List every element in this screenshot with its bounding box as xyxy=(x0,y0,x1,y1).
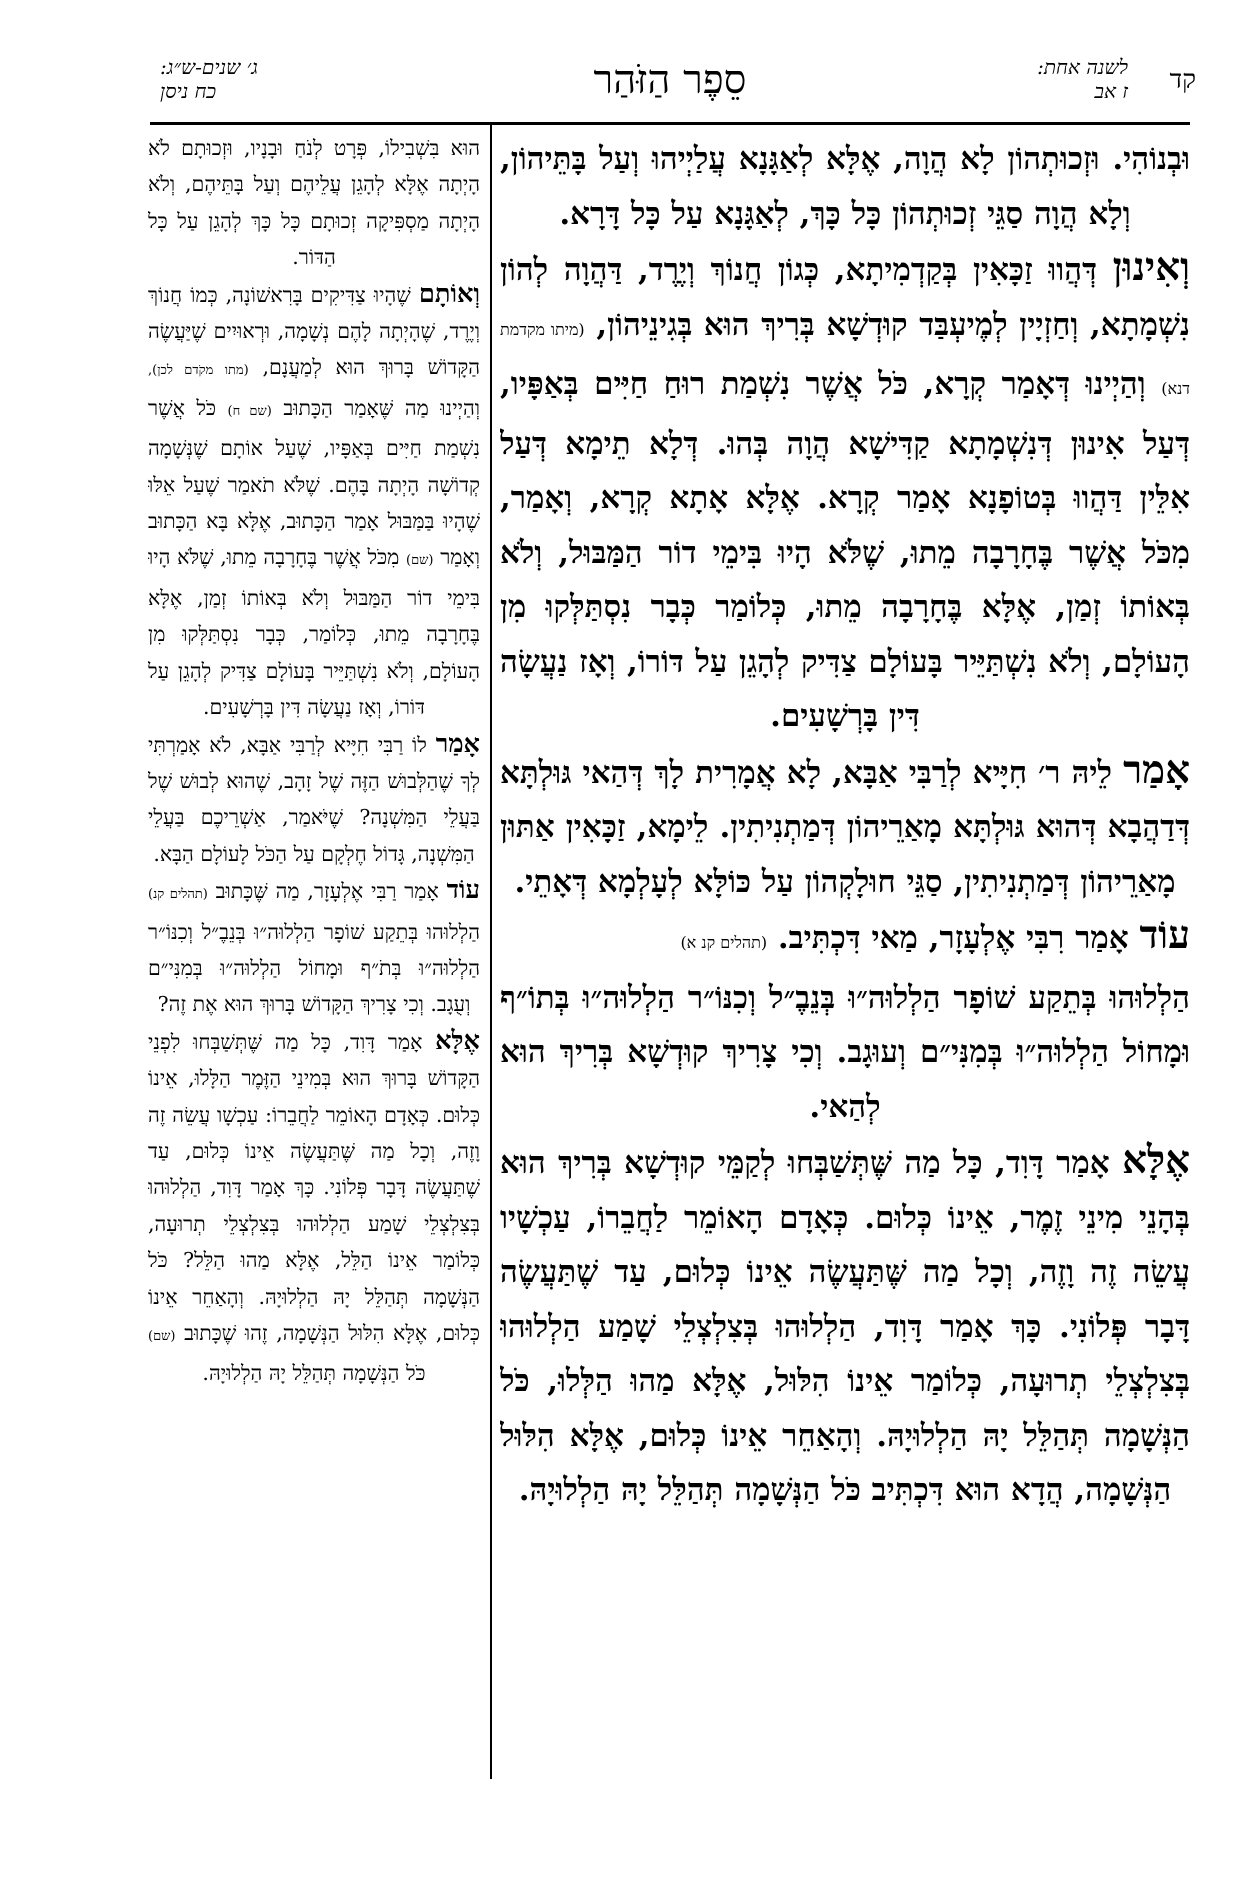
main-paragraph-5 xyxy=(500,971,1190,1135)
header-right-line2: ז אב xyxy=(1094,79,1128,103)
commentary-c4-text-a: אָמַר רַבִּי אֶלְעָזָר, מַה שֶּׁכָּתוּב xyxy=(215,879,439,904)
commentary-c5-citation: (שם) xyxy=(148,1329,176,1344)
main-text-column xyxy=(500,132,1190,1782)
commentary-c5-text-a: אָמַר דָּוִד, כָּל מַה שֶּׁתְּשַׁבְּחוּ לִפְנֵי הַקָּדוֹשׁ בָּרוּךְ הוּא בְּמִינֵי הַזֶּמֶר הַלָּלוּ, אֵינוֹ כְּלוּם. כְּאָדָם הָאוֹמֵר לַחֲבֵרוֹ: עַכְשָׁו עֲשֵׂה זֶה וָזֶה, וְכָל מַה שֶּׁתַּעֲשֶׂה אֵינוֹ כְּלוּם, עַד שֶׁתַּעֲשֶׂה דָּבָר פְּלוֹנִי. כָּךְ אָמַר דָּוִד, הַלְלוּהוּ בְּצִלְצְלֵי שָׁמַע הַלְלוּהוּ בְּצִלְצְלֵי תְרוּעָה, כְּלוֹמַר אֵינוֹ הַלֵּל, אֶלָּא מַהוּ הַלֵּל? כֹּל הַנְּשָׁמָה תְּהַלֵּל יָהּ הַלְלוּיָהּ. וְהָאַחֵר אֵינוֹ כְּלוּם, אֶלָּא הִלּוּל הַנְּשָׁמָה, זֶהוּ שֶׁכָּתוּב xyxy=(148,1029,480,1345)
commentary-paragraph-4 xyxy=(148,872,480,1023)
main-p4-text: אָמַר רִבִּי אֶלְעָזָר, מַאי דִּכְתִּיב. xyxy=(777,920,1129,956)
commentary-c2-text-d: מִכֹּל אֲשֶׁר בֶּחָרָבָה מֵתוּ, שֶׁלֹּא הָיוּ בִּימֵי דוֹר הַמַּבּוּל וְלֹא בְּאוֹתוֹ זְמַן, אֶלָּא בֶּחָרָבָה מֵתוּ, כְּלוֹמַר, כְּבָר נִסְתַּלְּקוּ מִן הָעוֹלָם, וְלֹא נִשְׁתַּיֵּיר בָּעוֹלָם צַדִּיק לְהָגֵן עַל דּוֹרוֹ, וְאָז נַעֲשָׂה דִּין בָּרְשָׁעִים. xyxy=(148,545,480,720)
main-p2-text-b: וְהַיְינוּ דְּאָמַר קְרָא, כֹּל אֲשֶׁר נִשְׁמַת רוּחַ חַיִּים בְּאַפָּיו, דְּעַל אִינוּן דְּנִשְׁמָתָא קַדִּישָׁא הֲוָה בְּהוּ. דְּלָא תֵימָא דְּעַל אִלֵּין דַּהֲווּ בְּטוֹפָנָא אָמַר קְרָא. אֶלָּא אָתָא קְרָא, וְאָמַר, מִכֹּל אֲשֶׁר בֶּחָרָבָה מֵתוּ, שֶׁלֹּא הָיוּ בִּימֵי דוֹר הַמַּבּוּל, וְלֹא בְּאוֹתוֹ זְמַן, אֶלָּא בֶּחָרָבָה מֵתוּ, כְּלוֹמַר כְּבָר נִסְתַּלְּקוּ מִן הָעוֹלָם, וְלֹא נִשְׁתַּיֵּיר בָּעוֹלָם צַדִּיק לְהָגֵן עַל דּוֹרוֹ, וְאָז נַעֲשָׂה דִּין בָּרְשָׁעִים. xyxy=(500,366,1190,734)
commentary-c4-citation: (תהלים קנ) xyxy=(148,887,208,903)
header-divider xyxy=(150,122,1190,125)
main-p5-text: הַלְלוּהוּ בְּתֵקַע שׁוֹפָר הַלְלוּה״וּ בְּנֵבֶ״ל וְכִנּוֹ״ר הַלְלוּה״וּ בְּתוֹ״ף וּמָחוֹל הַלְלוּה״וּ בְּמִנִּי״ם וְעוּגָב. וְכִי צָרִיךְ קוּדְשָׁא בְּרִיךְ הוּא לְהַאי. xyxy=(500,979,1190,1125)
commentary-c3-text: לוֹ רַבִּי חִיָּיא לְרַבִּי אַבָּא, לֹא אָמַרְתִּי לְךָ שֶׁהַלְּבוּשׁ הַזֶּה שֶׁל זָהָב, שֶׁהוּא לְבוּשׁ שֶׁל בַּעֲלֵי הַמִּשְׁנָה? שֶׁיֹּאמַר, אַשְׁרֵיכֶם בַּעֲלֵי הַמִּשְׁנָה, גָּדוֹל חֶלְקָם עַל הַכֹּל לָעוֹלָם הַבָּא. xyxy=(148,732,480,866)
header-left-line2: כח ניסן xyxy=(160,79,217,103)
main-p1-text: וּבְנוֹהִי. וּזְכוּתְהוֹן לָא הֲוָה, אֶלָּא לְאַגָּנָא עֲלַיְיהוּ וְעַל בָּתֵּיהוֹן, וְלָא הֲוָה סַגֵּי זְכוּתְהוֹן כָּל כָּךְ, לְאַגָּנָא עַל כָּל דָּרָא. xyxy=(500,141,1190,232)
commentary-column xyxy=(148,130,480,1780)
commentary-paragraph-3 xyxy=(148,726,480,873)
page-header xyxy=(150,55,1196,123)
commentary-c2-text-b: וְהַיְינוּ מַה שֶּׁאָמַר הַכָּתוּב xyxy=(283,395,480,420)
main-paragraph-6 xyxy=(500,1134,1190,1518)
commentary-c5-lead-word: אֶלָּא xyxy=(435,1025,480,1056)
main-p2-text-a: דְּהֲווּ זַכָּאִין בְּקַדְמִיתָא, כְּגוֹן חֲנוֹךְ וְיֶרֶד, דַּהֲוָה לְהוֹן נִשְׁמָתָא, וְחַזְיָין לְמֶיעְבַּד קוּדְשָׁא בְּרִיךְ הוּא בְּגִינֵיהוֹן, xyxy=(500,252,1190,343)
commentary-c5-text-b: כֹּל הַנְּשָׁמָה תְּהַלֵּל יָהּ הַלְלוּיָהּ. xyxy=(202,1361,426,1386)
main-paragraph-2 xyxy=(500,241,1190,744)
header-left-line1: ג׳ שנים-ש״ג: xyxy=(160,55,258,79)
commentary-c2-text-a: שֶׁהָיוּ צַדִּיקִים בָּרִאשׁוֹנָה, כְּמוֹ חֲנוֹךְ וְיֶרֶד, שֶׁהָיְתָה לָהֶם נְשָׁמָה, וּרְאוּיִים שֶׁיַּעֲשֶׂה הַקָּדוֹשׁ בָּרוּךְ הוּא לְמַעֲנָם, xyxy=(148,282,480,380)
commentary-c3-lead-word: אָמַר xyxy=(435,728,480,759)
commentary-paragraph-1 xyxy=(148,130,480,276)
commentary-c4-text-b: הַלְלוּהוּ בְּתֵקַע שׁוֹפָר הַלְלוּה״וּ בְּנֵבֶ״ל וְכִנּוֹ״ר הַלְלוּה״וּ בְּתֹ״ף וּמָחוֹל הַלְלוּה״וּ בְּמִנִּי״ם וְעֻגָב. וְכִי צָרִיךְ הַקָּדוֹשׁ בָּרוּךְ הוּא אֶת זֶה? xyxy=(148,919,480,1017)
commentary-paragraph-2 xyxy=(148,276,480,726)
commentary-c2-citation-2: (שם ח) xyxy=(227,403,272,419)
commentary-c2-citation-1: (מתו מקֹדם לכן), xyxy=(148,363,249,379)
page-number: קד xyxy=(1169,65,1196,95)
header-right-line1: לשנה אחת: xyxy=(1037,55,1128,79)
commentary-c4-lead-word: עוֹד xyxy=(446,875,480,906)
page-title: סֵפֶר הַזֹּהַר xyxy=(593,57,747,103)
commentary-c2-citation-3: (שם) xyxy=(406,553,434,569)
main-p2-citation: (מיתו מקדמת דנא) xyxy=(500,319,1190,398)
main-p4-lead-word: עוֹד xyxy=(1139,913,1190,958)
main-p6-lead-word: אֶלָּא xyxy=(1122,1138,1190,1183)
column-divider xyxy=(490,124,492,1779)
main-paragraph-4 xyxy=(500,909,1190,971)
main-p3-lead-word: אָמַר xyxy=(1123,747,1190,793)
commentary-paragraph-5 xyxy=(148,1023,480,1392)
header-left-schedule xyxy=(160,55,258,103)
commentary-c1-text: הוּא בִּשְׁבִילוֹ, פְּרָט לְנֹחַ וּבָנָיו, וּזְכוּתָם לֹא הָיְתָה אֶלָּא לְהָגֵן עֲלֵיהֶם וְעַל בָּתֵּיהֶם, וְלֹא הָיְתָה מַסְפִּיקָה זְכוּתָם כָּל כָּךְ לְהָגֵן עַל כָּל הַדּוֹר. xyxy=(148,136,480,270)
commentary-c2-lead-word: וְאוֹתָם xyxy=(418,278,480,309)
main-paragraph-3 xyxy=(500,744,1190,910)
main-p2-lead-word: וְאִינוּן xyxy=(1112,245,1190,290)
main-paragraph-1 xyxy=(500,132,1190,241)
main-p6-text: אָמַר דָּוִד, כָּל מַה שֶּׁתְּשַׁבְּחוּ לְקַמֵּי קוּדְשָׁא בְּרִיךְ הוּא בְּהָנֵי מִינֵי זֶמֶר, אֵינוֹ כְּלוּם. כְּאָדָם הָאוֹמֵר לַחֲבֵרוֹ, עַכְשָׁיו עֲשֵׂה זֶה וָזֶה, וְכָל מַה שֶּׁתַּעֲשֶׂה אֵינוֹ כְּלוּם, עַד שֶׁתַּעֲשֶׂה דָּבָר פְּלוֹנִי. כָּךְ אָמַר דָּוִד, הַלְלוּהוּ בְּצִלְצְלֵי שָׁמַע הַלְלוּהוּ בְּצִלְצְלֵי תְרוּעָה, כְּלוֹמַר אֵינוֹ הִלּוּל, אֶלָּא מַהוּ הַלְּלוּ, כֹּל הַנְּשָׁמָה תְּהַלֵּל יָהּ הַלְלוּיָהּ. וְהָאַחֵר אֵינוֹ כְּלוּם, אֶלָּא הִלּוּל הַנְּשָׁמָה, הֲדָא הוּא דִּכְתִּיב כֹּל הַנְּשָׁמָה תְּהַלֵּל יָהּ הַלְלוּיָהּ. xyxy=(500,1145,1190,1508)
commentary-c2-text-c: כֹּל אֲשֶׁר נִשְׁמַת חַיִּים בְּאַפָּיו, שֶׁעַל אוֹתָם שֶׁנְּשָׁמָה קְדוֹשָׁה הָיְתָה בָּהֶם. שֶׁלֹּא תֹאמַר שֶׁעַל אֵלּוּ שֶׁהָיוּ בַּמַּבּוּל אָמַר הַכָּתוּב, אֶלָּא בָּא הַכָּתוּב וְאָמַר xyxy=(148,395,480,570)
main-p3-text: לֵיהּ ר׳ חִיָּיא לְרַבִּי אַבָּא, לָא אֲמָרִית לָךְ דְּהַאי גּוּלְתָּא דְּדַהֲבָא דְּהוּא גּוּלְתָּא מָאַרֵיהוֹן דְּמַתְנִיתִין. לֵימָא, זַכָּאִין אַתּוּן מָאַרֵיהוֹן דְּמַתְנִיתִין, סַגֵּי חוּלָקְהוֹן עַל כּוֹלָּא לְעָלְמָא דְּאָתֵי. xyxy=(500,754,1190,900)
main-p4-citation: (תהלים קנ א) xyxy=(680,933,768,952)
